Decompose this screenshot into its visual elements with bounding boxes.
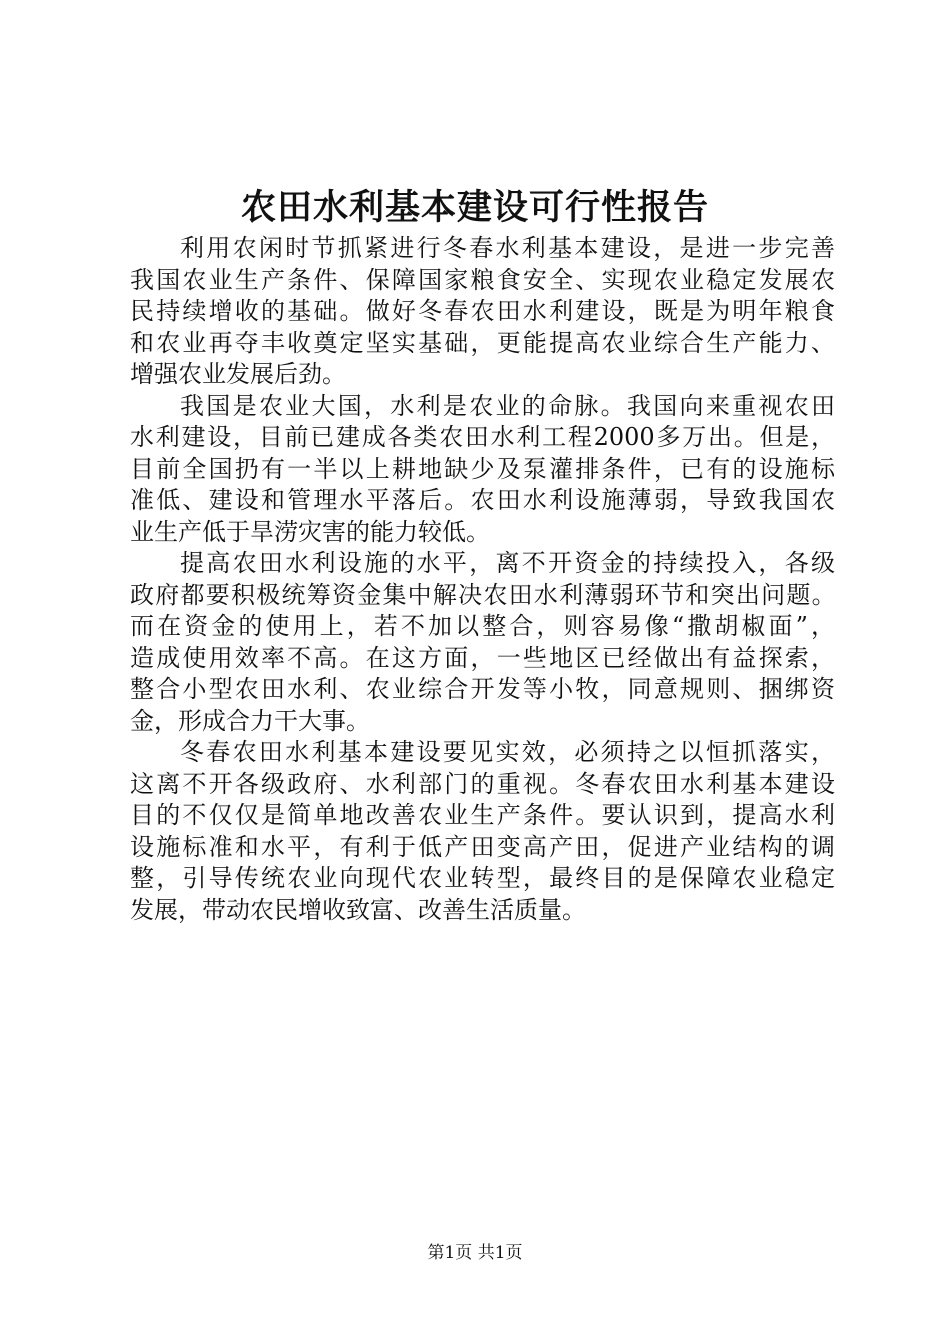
paragraph-1 <box>130 233 835 391</box>
text-line: 利用农闲时节抓紧进行冬春水利基本建设，是进一步完善 <box>180 234 835 262</box>
text-line: 增强农业发展后劲。 <box>130 360 346 388</box>
paragraph-3 <box>130 548 835 737</box>
text-line: 和农业再夺丰收奠定坚实基础，更能提高农业综合生产能力、 <box>130 328 835 357</box>
text-line: 冬春农田水利基本建设要见实效，必须持之以恒抓落实， <box>180 738 835 766</box>
text-line: 目前全国扔有一半以上耕地缺少及泵灌排条件，已有的设施标 <box>130 454 835 483</box>
text-line: 金，形成合力干大事。 <box>130 706 370 735</box>
text-line: 整合小型农田水利、农业综合开发等小牧，同意规则、捆绑资 <box>130 675 835 703</box>
text-line: 目的不仅仅是简单地改善农业生产条件。要认识到，提高水利 <box>130 801 835 829</box>
text-line: 这离不开各级政府、水利部门的重视。冬春农田水利基本建设 <box>130 769 835 798</box>
paragraph-2 <box>130 391 835 549</box>
text-line: 发展，带动农民增收致富、改善生活质量。 <box>130 895 586 924</box>
text-line: 业生产低于旱涝灾害的能力较低。 <box>130 517 490 546</box>
text-line: 民持续增收的基础。做好冬春农田水利建设，既是为明年粮食 <box>130 297 835 325</box>
text-line: 我国是农业大国，水利是农业的命脉。我国向来重视农田 <box>180 391 835 420</box>
text-line: 提高农田水利设施的水平，离不开资金的持续投入，各级 <box>180 549 835 577</box>
text-line: 而在资金的使用上，若不加以整合，则容易像“撒胡椒面”， <box>130 612 835 640</box>
paragraph-4 <box>130 737 835 926</box>
text-line: 准低、建设和管理水平落后。农田水利设施薄弱，导致我国农 <box>130 486 835 514</box>
document-title: 农田水利基本建设可行性报告 <box>240 187 709 228</box>
text-line: 设施标准和水平，有利于低产田变高产田，促进产业结构的调 <box>130 832 835 861</box>
text-line: 水利建设，目前已建成各类农田水利工程2000多万出。但是， <box>130 423 835 451</box>
text-line: 我国农业生产条件、保障国家粮食安全、实现农业稳定发展农 <box>130 265 835 294</box>
page-footer: 第1页 共1页 <box>427 1243 523 1263</box>
text-line: 整，引导传统农业向现代农业转型，最终目的是保障农业稳定 <box>130 864 835 892</box>
text-line: 政府都要积极统筹资金集中解决农田水利薄弱环节和突出问题。 <box>130 580 835 609</box>
document-body <box>130 233 835 926</box>
text-line: 造成使用效率不高。在这方面，一些地区已经做出有益探索， <box>130 643 835 672</box>
